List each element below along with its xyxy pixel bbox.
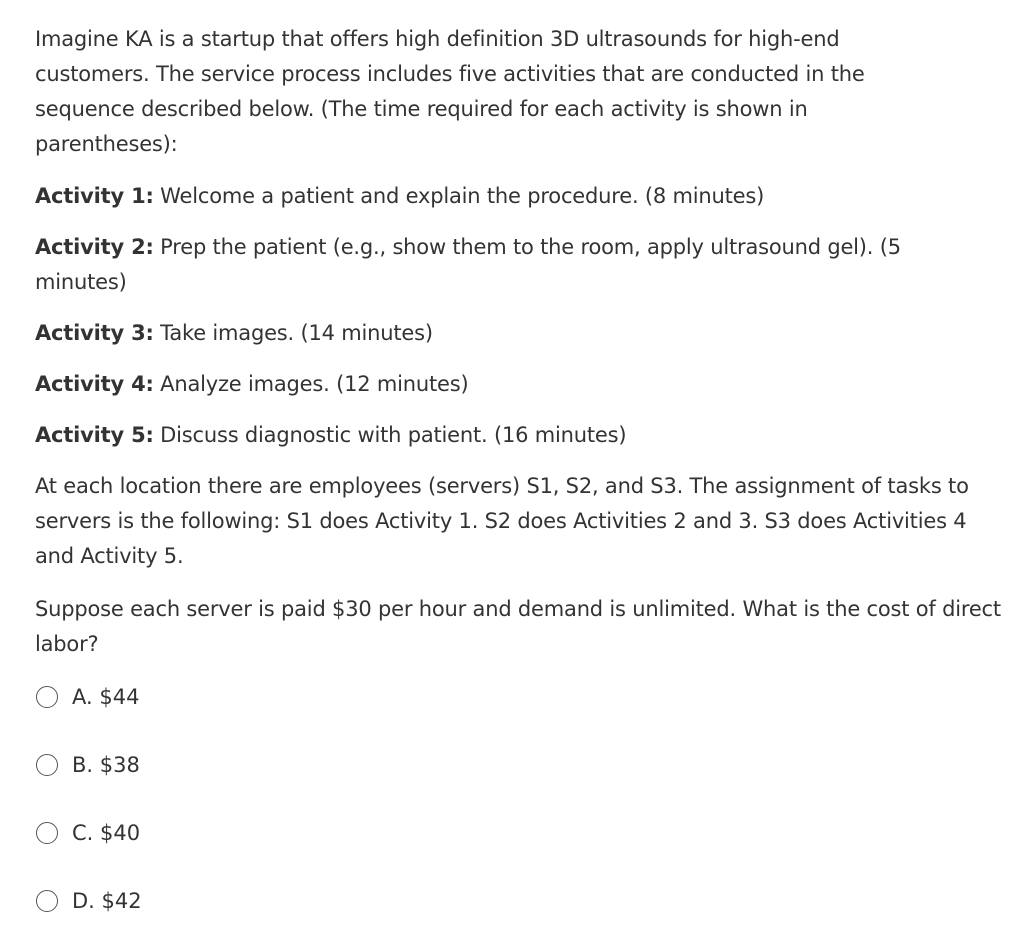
radio-button[interactable] <box>36 822 58 844</box>
activity-1 <box>35 179 1004 214</box>
option-b-label: B. $38 <box>72 753 140 777</box>
option-b[interactable] <box>35 748 1004 782</box>
activity-4-text: Analyze images. (12 minutes) <box>153 372 469 396</box>
intro-paragraph: Imagine KA is a startup that offers high definition 3D ultrasounds for high-end customers. The service process includes five activities that are conducted in the sequence described below. (The time required for each activity is shown in parentheses): <box>35 27 865 156</box>
activity-2 <box>35 230 975 300</box>
option-c[interactable] <box>35 816 1004 850</box>
activity-4-label: Activity 4: <box>35 372 154 396</box>
activity-2-text: Prep the patient (e.g., show them to the room, apply ultrasound gel). (5 minutes) <box>35 235 901 294</box>
option-d[interactable] <box>35 884 1004 918</box>
option-c-label: C. $40 <box>72 821 141 845</box>
option-d-label: D. $42 <box>72 889 142 913</box>
activity-1-label: Activity 1: <box>35 184 154 208</box>
servers-paragraph: At each location there are employees (servers) S1, S2, and S3. The assignment of tasks to servers is the following: S1 does Activity 1. S2 does Activities 2 and 3. S3 does Activities 4 and Activity 5. <box>35 474 969 568</box>
radio-button[interactable] <box>36 686 58 708</box>
answer-options <box>35 680 1004 918</box>
radio-button[interactable] <box>36 754 58 776</box>
activity-3 <box>35 316 1004 351</box>
activity-5-label: Activity 5: <box>35 423 154 447</box>
activity-4 <box>35 367 1004 402</box>
option-a[interactable] <box>35 680 1004 714</box>
activity-3-label: Activity 3: <box>35 321 154 345</box>
activity-3-text: Take images. (14 minutes) <box>153 321 433 345</box>
activity-2-label: Activity 2: <box>35 235 154 259</box>
question-text: Suppose each server is paid $30 per hour and demand is unlimited. What is the cost of direct labor? <box>35 597 1001 656</box>
radio-button[interactable] <box>36 890 58 912</box>
activity-1-text: Welcome a patient and explain the procedure. (8 minutes) <box>153 184 765 208</box>
activity-5-text: Discuss diagnostic with patient. (16 minutes) <box>153 423 627 447</box>
activity-5 <box>35 418 1004 453</box>
option-a-label: A. $44 <box>72 685 140 709</box>
